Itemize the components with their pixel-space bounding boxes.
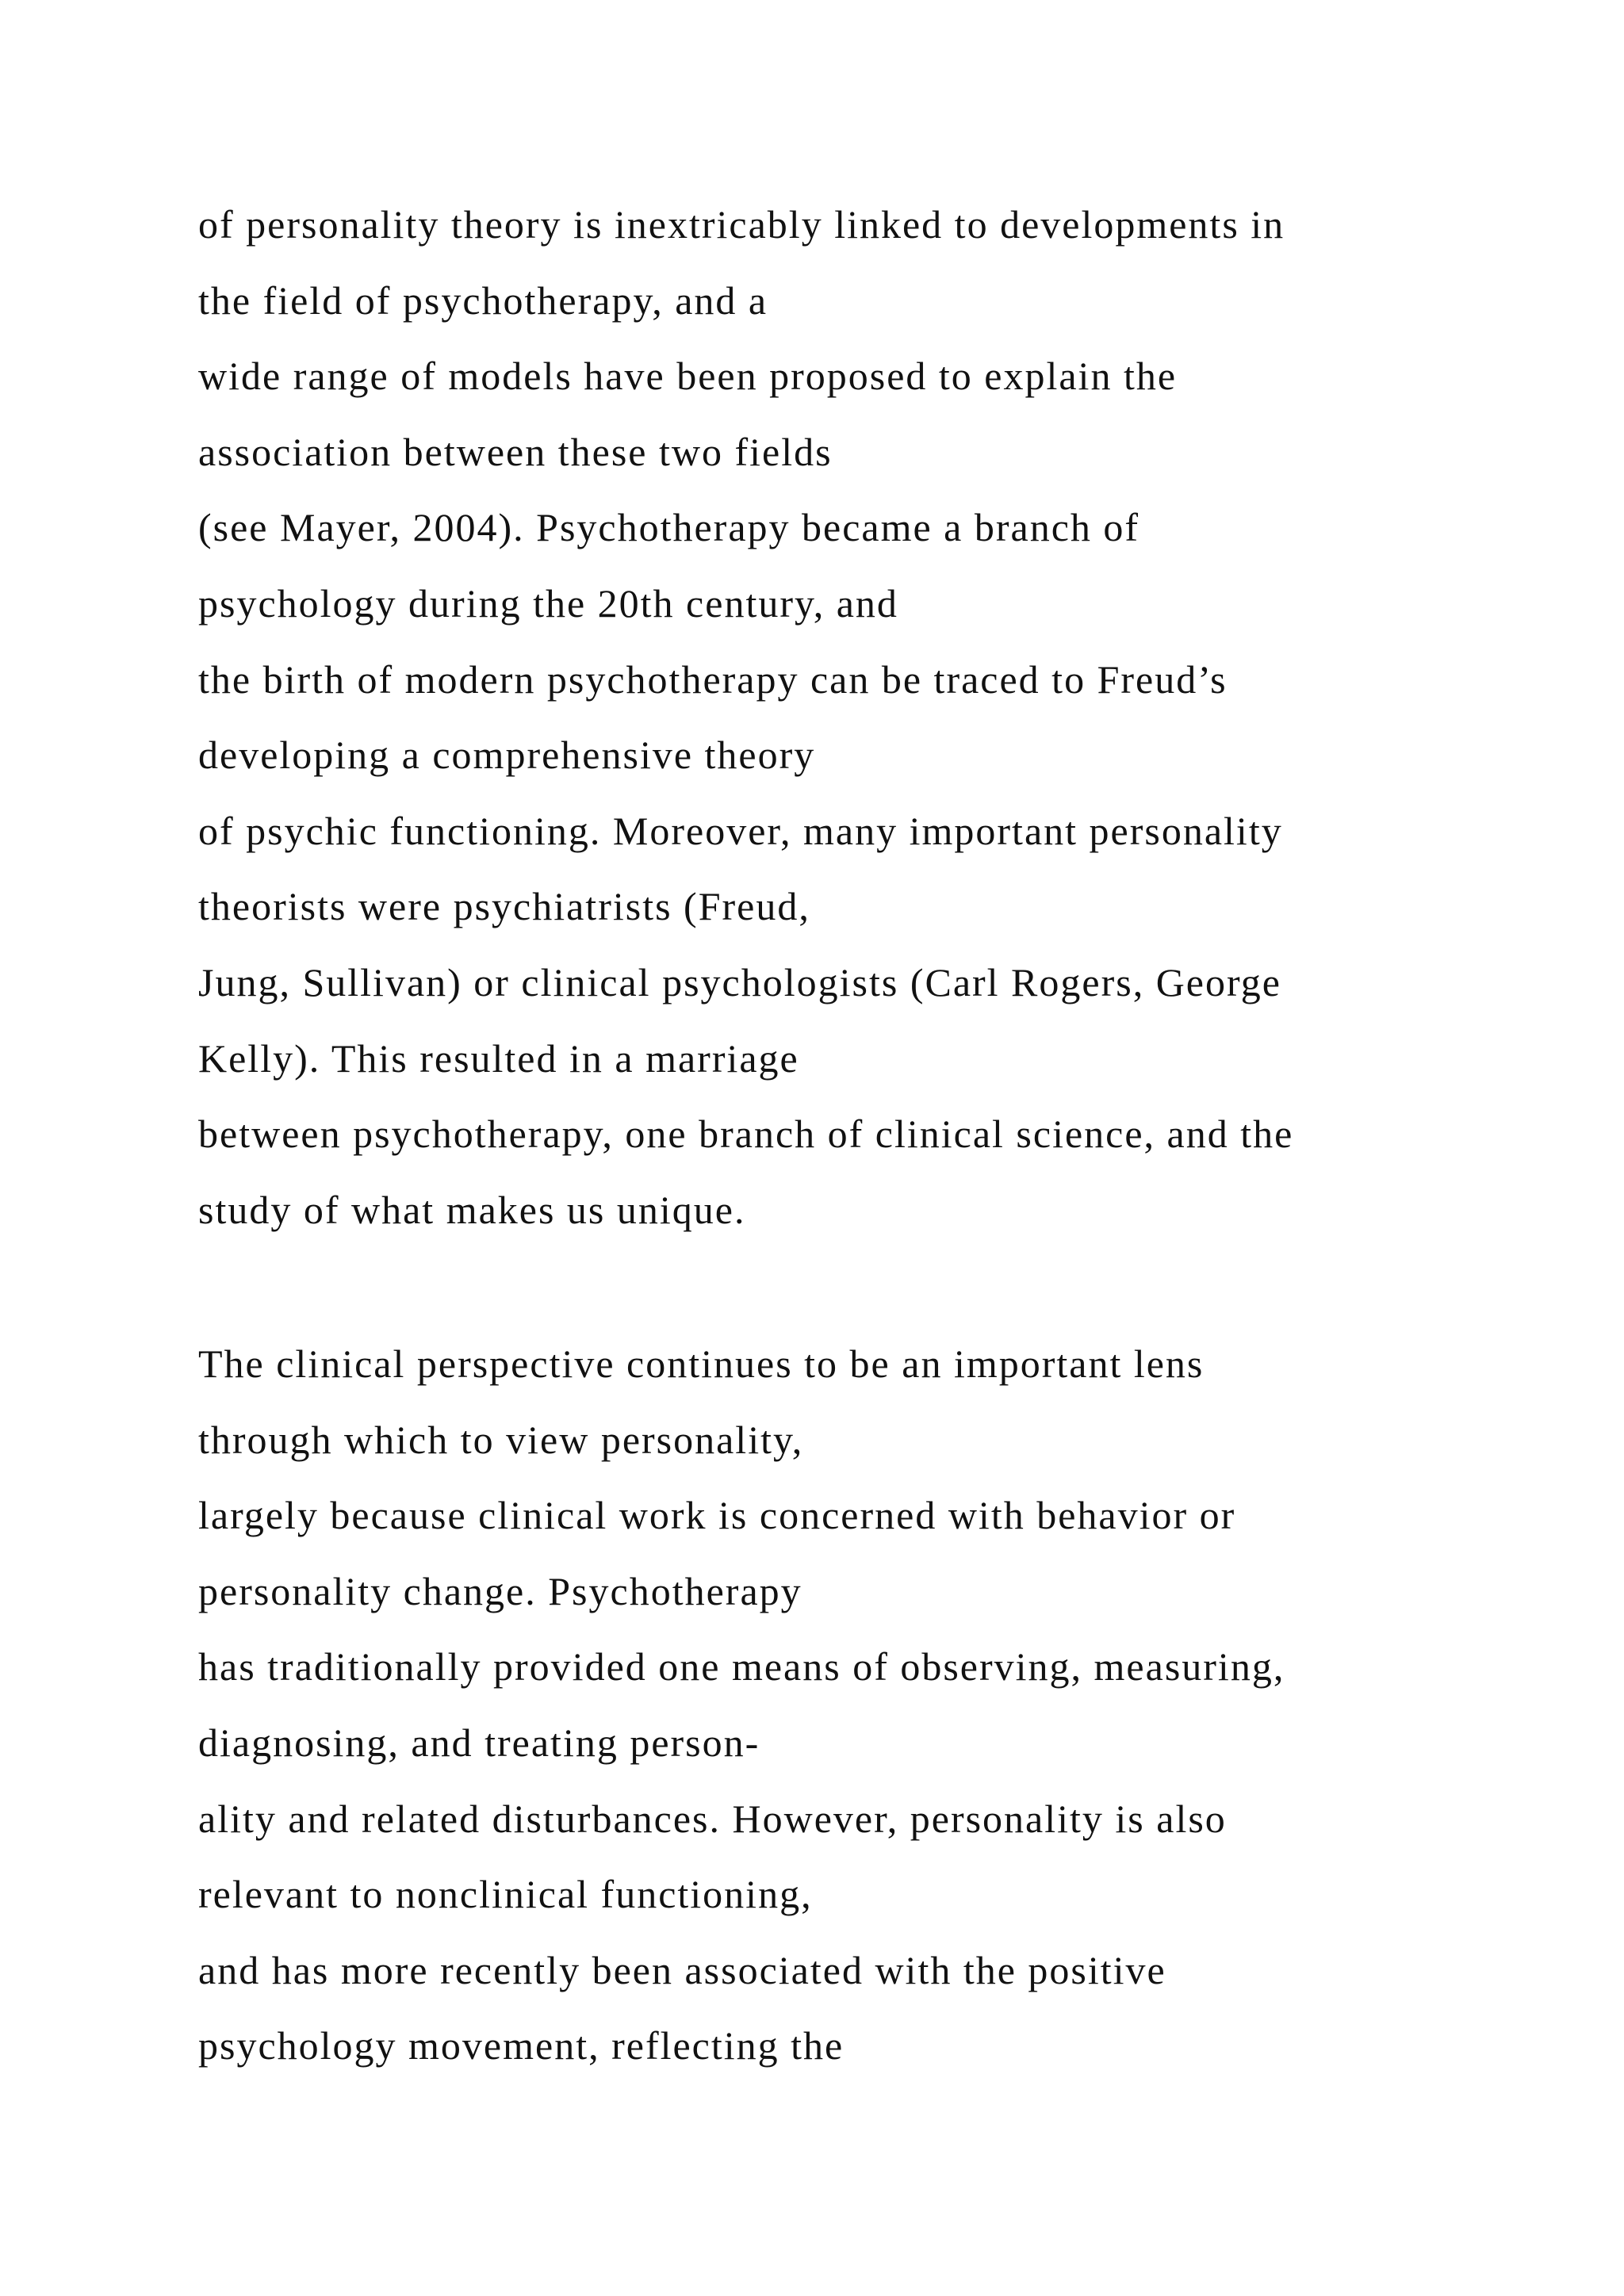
text-line: largely because clinical work is concerned with behavior or [198, 1493, 1236, 1538]
text-line: psychology movement, reflecting the [198, 2023, 845, 2068]
text-line: The clinical perspective continues to be an important lens [198, 1341, 1205, 1386]
text-line: (see Mayer, 2004). Psychotherapy became a branch of [198, 505, 1140, 550]
text-line: study of what makes us unique. [198, 1187, 746, 1232]
text-line: wide range of models have been proposed to explain the [198, 354, 1178, 399]
text-line: and has more recently been associated with the positive [198, 1947, 1166, 1992]
text-line: the birth of modern psychotherapy can be traced to Freud’s [198, 656, 1228, 702]
text-line: psychology during the 20th century, and [198, 580, 898, 626]
text-line: between psychotherapy, one branch of clinical science, and the [198, 1112, 1294, 1157]
text-line: Kelly). This resulted in a marriage [198, 1035, 799, 1081]
text-line: association between these two fields [198, 429, 833, 474]
text-line: developing a comprehensive theory [198, 733, 816, 778]
text-line: the field of psychotherapy, and a [198, 277, 768, 323]
paragraph-2 [198, 1326, 1467, 2084]
text-line: ality and related disturbances. However, personality is also [198, 1796, 1227, 1841]
text-line: has traditionally provided one means of observing, measuring, [198, 1644, 1285, 1689]
paragraph-1 [198, 187, 1467, 1248]
text-line: personality change. Psychotherapy [198, 1568, 802, 1613]
text-line: diagnosing, and treating person- [198, 1720, 760, 1765]
text-line: of psychic functioning. Moreover, many important personality [198, 808, 1283, 853]
text-line: Jung, Sullivan) or clinical psychologists (Carl Rogers, George [198, 959, 1281, 1004]
text-line: through which to view personality, [198, 1417, 804, 1462]
text-line: relevant to nonclinical functioning, [198, 1872, 813, 1917]
text-line: of personality theory is inextricably linked to developments in [198, 202, 1285, 247]
text-line: theorists were psychiatrists (Freud, [198, 884, 810, 929]
